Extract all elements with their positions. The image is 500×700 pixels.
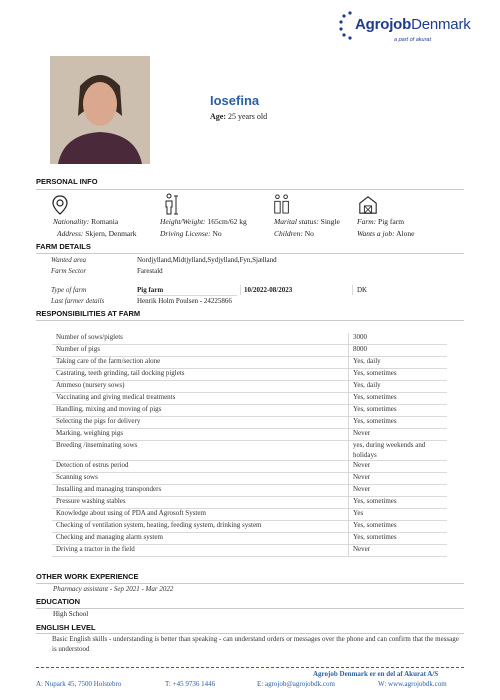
table-row bbox=[52, 417, 447, 429]
task-cell: Selecting the pigs for delivery bbox=[52, 417, 349, 429]
frequency-cell: Yes bbox=[349, 509, 448, 521]
farm-type: Farm: Pig farm bbox=[357, 217, 405, 226]
last-farmer-value: Henrik Holm Poulsen - 24225866 bbox=[137, 297, 232, 305]
frequency-cell: Yes, sometimes bbox=[349, 405, 448, 417]
footer-address: A: Nupark 45, 7500 Holstebro bbox=[36, 680, 122, 688]
english-description: Basic English skills - understanding is better than speaking - can understand orders or messages over the phone and can confirm that the message is understood bbox=[52, 635, 459, 653]
footer-divider bbox=[36, 667, 464, 668]
section-other-work: OTHER WORK EXPERIENCE bbox=[36, 572, 139, 581]
responsibilities-table bbox=[52, 333, 447, 557]
table-row bbox=[52, 357, 447, 369]
task-cell: Installing and managing transponders bbox=[52, 485, 349, 497]
section-english: ENGLISH LEVEL bbox=[36, 623, 96, 632]
driving-license: Driving License: No bbox=[160, 229, 222, 238]
table-row bbox=[52, 393, 447, 405]
task-cell: Scanning sows bbox=[52, 473, 349, 485]
footer-company: Agrojob Denmark er en del af Akurat A/S bbox=[313, 670, 439, 678]
task-cell: Number of sows/piglets bbox=[52, 333, 349, 345]
table-row bbox=[52, 441, 447, 461]
divider bbox=[36, 320, 464, 321]
candidate-photo bbox=[50, 56, 150, 164]
divider bbox=[36, 608, 464, 609]
table-row bbox=[52, 405, 447, 417]
section-personal-info: PERSONAL INFO bbox=[36, 177, 98, 186]
wanted-area-value: Nordjylland,Midtjylland,Sydjylland,Fyn,Sjælland bbox=[137, 256, 277, 264]
last-farmer-label: Last farmer details bbox=[51, 297, 105, 305]
farm-sector-value: Farestald bbox=[137, 267, 163, 275]
candidate-name: Iosefina bbox=[210, 93, 260, 108]
frequency-cell: Yes, sometimes bbox=[349, 393, 448, 405]
type-of-farm-value: Pig farm bbox=[137, 286, 164, 294]
height-weight: Height/Weight: 165cm/62 kg bbox=[160, 217, 247, 226]
table-row bbox=[52, 497, 447, 509]
frequency-cell: Yes, sometimes bbox=[349, 417, 448, 429]
divider bbox=[240, 285, 241, 295]
task-cell: Marking, weighing pigs bbox=[52, 429, 349, 441]
footer-website[interactable]: W: www.agrojobdk.com bbox=[378, 680, 447, 688]
table-row bbox=[52, 521, 447, 533]
table-row bbox=[52, 545, 447, 557]
logo-tagline: a part of akurat bbox=[394, 37, 431, 43]
frequency-cell: Never bbox=[349, 461, 448, 473]
marital-status: Marital status: Single bbox=[274, 217, 340, 226]
task-cell: Detection of estrus period bbox=[52, 461, 349, 473]
location-pin-icon bbox=[50, 194, 70, 216]
frequency-cell: 3000 bbox=[349, 333, 448, 345]
table-row bbox=[52, 333, 447, 345]
task-cell: Castrating, teeth grinding, tail docking piglets bbox=[52, 369, 349, 381]
table-row bbox=[52, 369, 447, 381]
task-cell: Knowledge about using of PDA and Agrosoft System bbox=[52, 509, 349, 521]
task-cell: Checking and managing alarm system bbox=[52, 533, 349, 545]
task-cell: Pressure washing stables bbox=[52, 497, 349, 509]
frequency-cell: Yes, daily bbox=[349, 381, 448, 393]
frequency-cell: Never bbox=[349, 545, 448, 557]
section-responsibilities: RESPONSIBILITIES AT FARM bbox=[36, 309, 141, 318]
task-cell: Breeding /inseminating sows bbox=[52, 441, 349, 461]
footer-phone[interactable]: T: +45 9736 1446 bbox=[165, 680, 216, 688]
logo-stars-icon bbox=[338, 10, 356, 40]
section-education: EDUCATION bbox=[36, 597, 81, 606]
divider bbox=[36, 253, 464, 254]
task-cell: Checking of ventilation system, heating, feeding system, drinking system bbox=[52, 521, 349, 533]
frequency-cell: Yes, sometimes bbox=[349, 497, 448, 509]
section-farm-details: FARM DETAILS bbox=[36, 242, 91, 251]
frequency-cell: Yes, sometimes bbox=[349, 521, 448, 533]
wants-job: Wants a job: Alone bbox=[357, 229, 415, 238]
divider bbox=[36, 189, 464, 190]
divider bbox=[36, 633, 464, 634]
frequency-cell: 8000 bbox=[349, 345, 448, 357]
table-row bbox=[52, 345, 447, 357]
other-work-entry: Pharmacy assistant - Sep 2021 - Mar 2022 bbox=[53, 585, 174, 593]
employment-country: DK bbox=[357, 286, 368, 294]
farm-sector-label: Farm Sector bbox=[51, 267, 87, 275]
family-icon bbox=[272, 193, 292, 215]
footer-email[interactable]: E: agrojob@agrojobdk.com bbox=[257, 680, 335, 688]
candidate-age: Age: 25 years old bbox=[210, 112, 268, 121]
table-row bbox=[52, 485, 447, 497]
logo-wordmark: AgrojobDenmark bbox=[355, 16, 471, 33]
divider bbox=[36, 583, 464, 584]
task-cell: Handling, mixing and moving of pigs bbox=[52, 405, 349, 417]
person-height-icon bbox=[160, 193, 180, 215]
task-cell: Taking care of the farm/section alone bbox=[52, 357, 349, 369]
task-cell: Driving a tractor in the field bbox=[52, 545, 349, 557]
table-row bbox=[52, 381, 447, 393]
education-entry: High School bbox=[53, 610, 89, 618]
employment-period: 10/2022-08/2023 bbox=[244, 286, 293, 294]
table-row bbox=[52, 461, 447, 473]
frequency-cell: Yes, sometimes bbox=[349, 533, 448, 545]
children: Children: No bbox=[274, 229, 314, 238]
address: Address: Skjern, Denmark bbox=[57, 229, 137, 238]
task-cell: Vaccinating and giving medical treatments bbox=[52, 393, 349, 405]
task-cell: Number of pigs bbox=[52, 345, 349, 357]
company-logo bbox=[338, 10, 488, 50]
farm-barn-icon bbox=[358, 194, 378, 216]
frequency-cell: Yes, daily bbox=[349, 357, 448, 369]
type-of-farm-label: Type of farm bbox=[51, 286, 87, 294]
task-cell: Ammeso (nursery sows) bbox=[52, 381, 349, 393]
wanted-area-label: Wanted area bbox=[51, 256, 87, 264]
frequency-cell: Never bbox=[349, 429, 448, 441]
table-row bbox=[52, 429, 447, 441]
nationality: Nationality: Romania bbox=[53, 217, 119, 226]
table-row bbox=[52, 509, 447, 521]
table-row bbox=[52, 533, 447, 545]
divider bbox=[137, 295, 237, 296]
table-row bbox=[52, 473, 447, 485]
frequency-cell: Yes, sometimes bbox=[349, 369, 448, 381]
frequency-cell: yes, during weekends and holidays bbox=[349, 441, 448, 461]
divider bbox=[352, 285, 353, 295]
frequency-cell: Never bbox=[349, 473, 448, 485]
frequency-cell: Never bbox=[349, 485, 448, 497]
